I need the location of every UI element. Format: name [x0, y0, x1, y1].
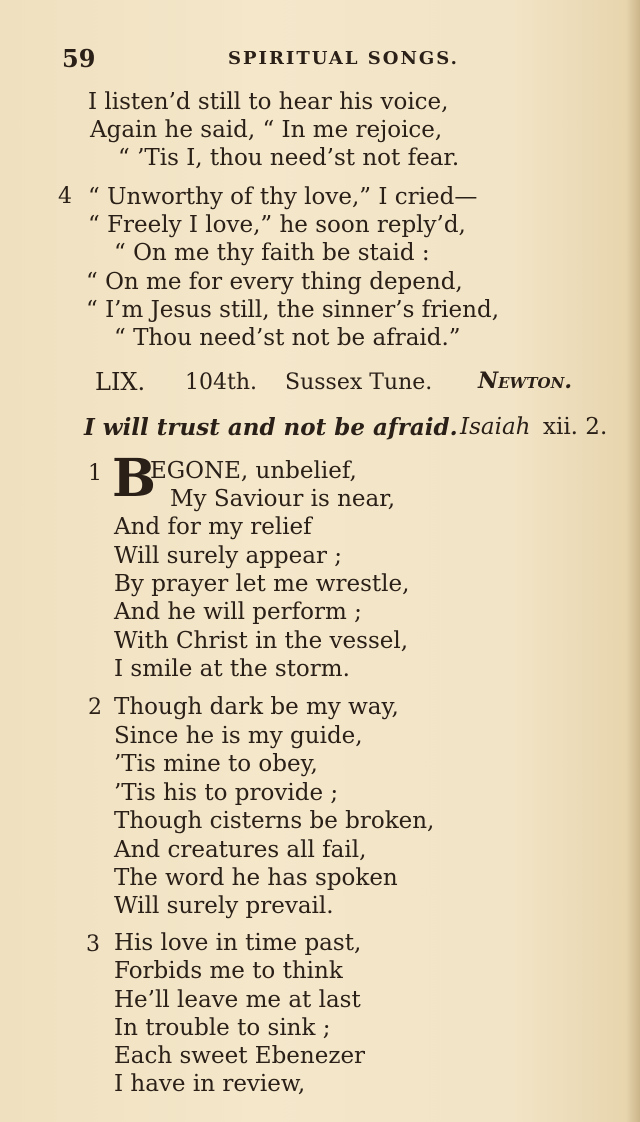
verse-line: My Saviour is near, — [170, 486, 396, 512]
verse-line: Though cisterns be broken, — [114, 808, 435, 834]
verse-line: And he will perform ; — [114, 599, 362, 625]
verse-line: Each sweet Ebenezer — [114, 1043, 366, 1069]
stanza-number: 2 — [88, 695, 102, 720]
verse-line: I have in review, — [114, 1071, 306, 1097]
verse-line: “ I’m Jesus still, the sinner’s friend, — [86, 297, 500, 323]
scripture-book: Isaiah — [460, 414, 531, 440]
verse-line: Will surely prevail. — [114, 893, 334, 919]
epigraph: I will trust and not be afraid. — [84, 414, 458, 441]
verse-line: Again he said, “ In me rejoice, — [90, 117, 443, 143]
stanza-number: 1 — [88, 461, 102, 486]
verse-line: By prayer let me wrestle, — [114, 571, 410, 597]
verse-line: Since he is my guide, — [114, 723, 363, 749]
stanza-number: 3 — [86, 932, 100, 957]
verse-line: “ Freely I love,” he soon reply’d, — [88, 212, 466, 238]
verse-line: And for my relief — [114, 514, 312, 540]
running-title: SPIRITUAL SONGS. — [228, 48, 459, 69]
verse-line: Though dark be my way, — [114, 694, 399, 720]
verse-line: EGONE, unbelief, — [150, 458, 357, 484]
verse-line: “ On me for every thing depend, — [86, 269, 463, 295]
verse-line: ’Tis mine to obey, — [114, 751, 318, 777]
page-edge-shadow — [626, 0, 640, 1122]
verse-line: And creatures all fail, — [114, 837, 367, 863]
page-number: 59 — [62, 44, 96, 73]
verse-line: I smile at the storm. — [114, 656, 350, 682]
verse-line: With Christ in the vessel, — [114, 628, 409, 654]
hymn-author: Newton. — [478, 368, 572, 394]
verse-line: In trouble to sink ; — [114, 1015, 331, 1041]
verse-line: “ Unworthy of thy love,” I cried— — [88, 184, 478, 210]
scripture-reference: xii. 2. — [543, 414, 608, 440]
verse-line: Will surely appear ; — [114, 543, 343, 569]
drop-cap: B — [112, 448, 156, 509]
hymn-number: LIX. — [95, 368, 146, 396]
verse-line: “ On me thy faith be staid : — [114, 240, 430, 266]
verse-line: I listen’d still to hear his voice, — [88, 89, 449, 115]
stanza-number: 4 — [58, 184, 72, 209]
verse-line: He’ll leave me at last — [114, 987, 361, 1013]
verse-line: “ Thou need’st not be afraid.” — [114, 325, 461, 351]
verse-line: ’Tis his to provide ; — [114, 780, 339, 806]
verse-line: His love in time past, — [114, 930, 362, 956]
hymn-tune: Sussex Tune. — [285, 370, 433, 395]
verse-line: “ ’Tis I, thou need’st not fear. — [118, 145, 460, 171]
verse-line: Forbids me to think — [114, 958, 343, 984]
hymn-meter: 104th. — [185, 370, 257, 395]
verse-line: The word he has spoken — [114, 865, 398, 891]
